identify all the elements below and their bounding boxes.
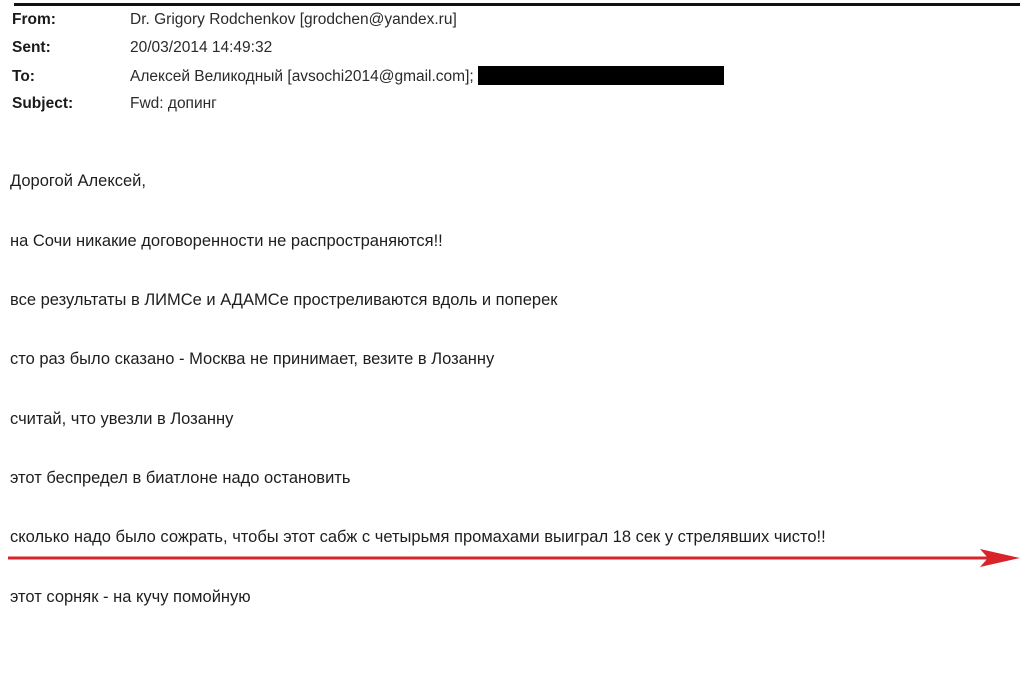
- from-row: [12, 10, 457, 30]
- body-line: этот беспредел в биатлоне надо остановить: [10, 469, 351, 487]
- body-line: сто раз было сказано - Москва не принимает, везите в Лозанну: [10, 350, 495, 368]
- subject-row: [12, 94, 217, 114]
- to-value: Алексей Великодный [avsochi2014@gmail.com];: [130, 68, 474, 85]
- red-arrow-annotation: [8, 549, 1020, 569]
- body-line: на Сочи никакие договоренности не распространяются!!: [10, 232, 443, 250]
- sent-row: [12, 38, 272, 58]
- redaction-bar: [478, 66, 724, 85]
- highlighted-body-line: сколько надо было сожрать, чтобы этот сабж с четырьмя промахами выиграл 18 сек у стрелявших чисто!!: [10, 528, 826, 546]
- body-line: считай, что увезли в Лозанну: [10, 410, 234, 428]
- sent-label: Sent:: [12, 39, 51, 56]
- subject-value: Fwd: допинг: [130, 95, 217, 112]
- header-top-rule: [14, 3, 1020, 6]
- from-value: Dr. Grigory Rodchenkov [grodchen@yandex.ru]: [130, 11, 457, 28]
- body-line: все результаты в ЛИМСе и АДАМСе простреливаются вдоль и поперек: [10, 291, 558, 309]
- greeting-line: Дорогой Алексей,: [10, 172, 146, 190]
- from-label: From:: [12, 11, 56, 28]
- to-row: [12, 66, 724, 86]
- to-label: To:: [12, 68, 35, 85]
- body-line: этот сорняк - на кучу помойную: [10, 588, 251, 606]
- sent-value: 20/03/2014 14:49:32: [130, 39, 273, 56]
- subject-label: Subject:: [12, 95, 74, 112]
